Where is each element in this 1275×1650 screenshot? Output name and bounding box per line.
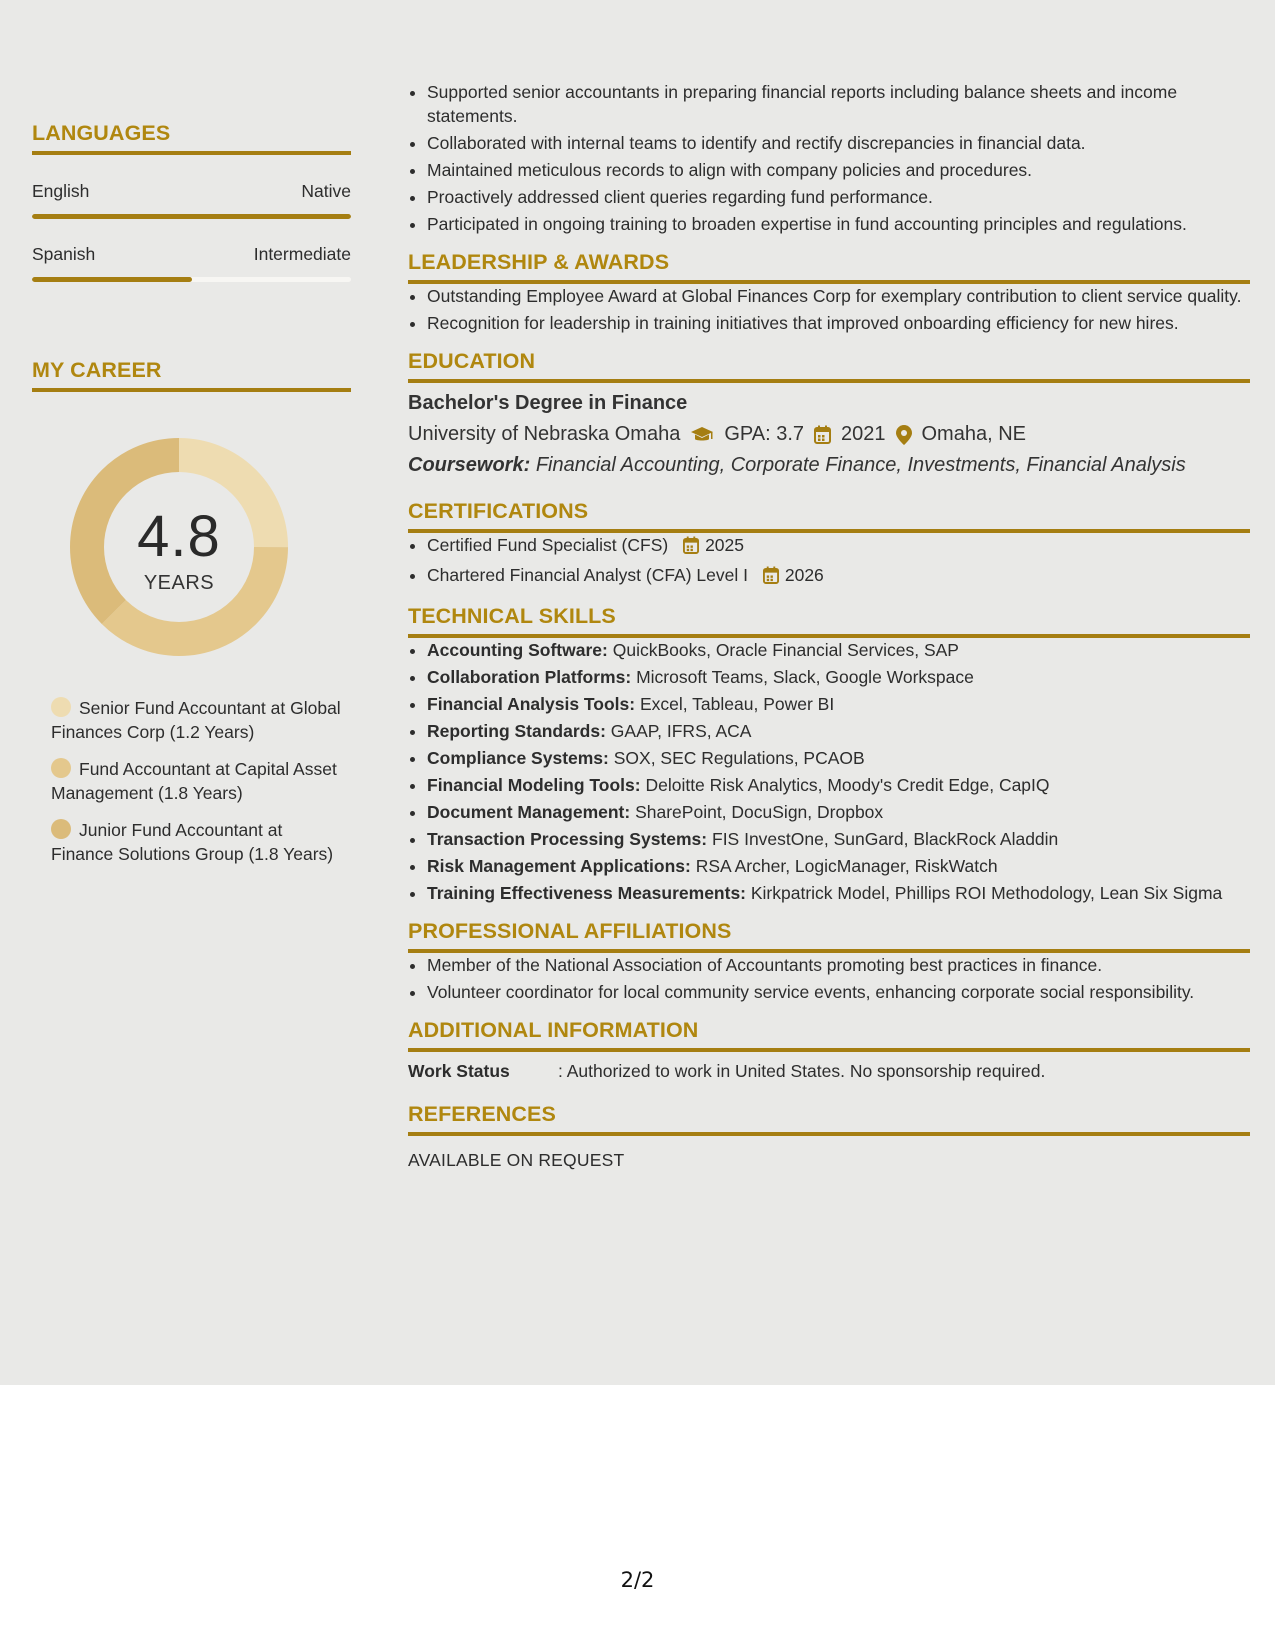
skill-label: Training Effectiveness Measurements: (427, 883, 746, 903)
language-level: Intermediate (253, 244, 351, 264)
certification-year: 2026 (784, 565, 824, 585)
work-status-value: : Authorized to work in United States. No sponsorship required. (558, 1061, 1046, 1081)
page-number: 2/2 (620, 1568, 655, 1592)
skill-value: GAAP, IFRS, ACA (610, 721, 752, 741)
skill-value: RSA Archer, LogicManager, RiskWatch (695, 856, 998, 876)
skill-label: Financial Modeling Tools: (427, 775, 641, 795)
career-total-years: 4.8 (137, 504, 221, 569)
work-status-label: Work Status (408, 1061, 510, 1081)
sidebar (32, 0, 351, 879)
list-item: • Member of the National Association of Accountants promoting best practices in finance. (427, 953, 1250, 977)
list-item: • Outstanding Employee Award at Global Finances Corp for exemplary contribution to client service quality. (427, 284, 1250, 308)
language-name: Spanish (32, 244, 96, 264)
education-details (408, 423, 1250, 446)
legend-dot (51, 819, 71, 839)
skill-label: Collaboration Platforms: (427, 667, 632, 687)
education-school: University of Nebraska Omaha (408, 423, 681, 445)
certification-name: Chartered Financial Analyst (CFA) Level I (427, 565, 748, 585)
skill-value: SharePoint, DocuSign, Dropbox (635, 802, 884, 822)
career-total-unit: YEARS (143, 572, 215, 594)
education-coursework (408, 454, 1250, 477)
career-heading: MY CAREER (32, 358, 351, 392)
calendar-icon (814, 425, 831, 444)
skill-label: Compliance Systems: (427, 748, 609, 768)
skill-value: SOX, SEC Regulations, PCAOB (613, 748, 865, 768)
list-item (427, 881, 1250, 905)
certification-year: 2025 (705, 535, 745, 555)
skill-label: Transaction Processing Systems: (427, 829, 708, 849)
education-year: 2021 (841, 423, 886, 445)
legend-item (51, 757, 341, 805)
references-text: AVAILABLE ON REQUEST (408, 1150, 625, 1170)
additional-info-heading: ADDITIONAL INFORMATION (408, 1018, 1250, 1052)
language-item (32, 244, 351, 282)
affiliations-heading: PROFESSIONAL AFFILIATIONS (408, 919, 1250, 953)
list-item: • Proactively addressed client queries regarding fund performance. (427, 185, 1250, 209)
legend-label: Fund Accountant at Capital Asset Management (1.8 Years) (51, 759, 337, 803)
list-item (427, 854, 1250, 878)
main-content (408, 0, 1250, 1171)
work-status-row (408, 1061, 1250, 1082)
certifications-list (408, 533, 1250, 590)
legend-item (51, 818, 341, 866)
affiliations-list (408, 953, 1250, 1004)
list-item: • Maintained meticulous records to align with company policies and procedures. (427, 158, 1250, 182)
list-item: • Participated in ongoing training to broaden expertise in fund accounting principles and regulations. (427, 212, 1250, 236)
skill-label: Reporting Standards: (427, 721, 606, 741)
legend-label: Junior Fund Accountant at Finance Solutions Group (1.8 Years) (51, 820, 334, 864)
skill-value: Deloitte Risk Analytics, Moody's Credit Edge, CapIQ (645, 775, 1050, 795)
leadership-heading: LEADERSHIP & AWARDS (408, 250, 1250, 284)
list-item: • Volunteer coordinator for local community service events, enhancing corporate social responsibility. (427, 980, 1250, 1004)
skill-value: Excel, Tableau, Power BI (639, 694, 835, 714)
education-heading: EDUCATION (408, 349, 1250, 383)
list-item: • Recognition for leadership in training initiatives that improved onboarding efficiency for new hires. (427, 311, 1250, 335)
language-name: English (32, 181, 90, 201)
skill-label: Document Management: (427, 802, 631, 822)
list-item: • Supported senior accountants in preparing financial reports including balance sheets and income statements. (427, 80, 1250, 128)
graduation-cap-icon (690, 426, 714, 444)
language-bar-fill (32, 214, 351, 219)
career-legend (51, 696, 341, 866)
list-item (427, 692, 1250, 716)
experience-bullets (408, 0, 1250, 236)
skills-heading: TECHNICAL SKILLS (408, 604, 1250, 638)
skill-label: Risk Management Applications: (427, 856, 691, 876)
certification-name: Certified Fund Specialist (CFS) (427, 535, 669, 555)
language-level: Native (301, 181, 351, 201)
coursework-value: Financial Accounting, Corporate Finance, Investments, Financial Analysis (535, 454, 1186, 476)
education-degree: Bachelor's Degree in Finance (408, 392, 688, 414)
languages-heading: LANGUAGES (32, 121, 351, 155)
skills-list (408, 638, 1250, 905)
education-gpa: GPA: 3.7 (724, 423, 804, 445)
career-donut-chart (66, 434, 292, 660)
skill-value: Microsoft Teams, Slack, Google Workspace (636, 667, 974, 687)
list-item (427, 563, 1250, 590)
leadership-list (408, 284, 1250, 335)
legend-dot (51, 758, 71, 778)
location-pin-icon (896, 425, 912, 445)
calendar-icon (763, 566, 779, 590)
skill-label: Accounting Software: (427, 640, 608, 660)
coursework-label: Coursework: (408, 454, 531, 476)
language-bar-fill (32, 277, 192, 282)
skill-value: Kirkpatrick Model, Phillips ROI Methodology, Lean Six Sigma (750, 883, 1223, 903)
list-item (427, 638, 1250, 662)
education-location: Omaha, NE (921, 423, 1026, 445)
legend-dot (51, 697, 71, 717)
language-item (32, 181, 351, 219)
list-item (427, 746, 1250, 770)
references-heading: REFERENCES (408, 1102, 1250, 1136)
list-item (427, 719, 1250, 743)
list-item (427, 800, 1250, 824)
list-item (427, 533, 1250, 560)
list-item (427, 827, 1250, 851)
skill-label: Financial Analysis Tools: (427, 694, 636, 714)
legend-item (51, 696, 341, 744)
list-item (427, 665, 1250, 689)
skill-value: QuickBooks, Oracle Financial Services, SAP (612, 640, 959, 660)
language-bar (32, 214, 351, 219)
language-bar (32, 277, 351, 282)
list-item (427, 773, 1250, 797)
legend-label: Senior Fund Accountant at Global Finances Corp (1.2 Years) (51, 698, 341, 742)
calendar-icon (683, 536, 699, 560)
skill-value: FIS InvestOne, SunGard, BlackRock Aladdin (712, 829, 1059, 849)
certifications-heading: CERTIFICATIONS (408, 499, 1250, 533)
list-item: • Collaborated with internal teams to identify and rectify discrepancies in financial data. (427, 131, 1250, 155)
